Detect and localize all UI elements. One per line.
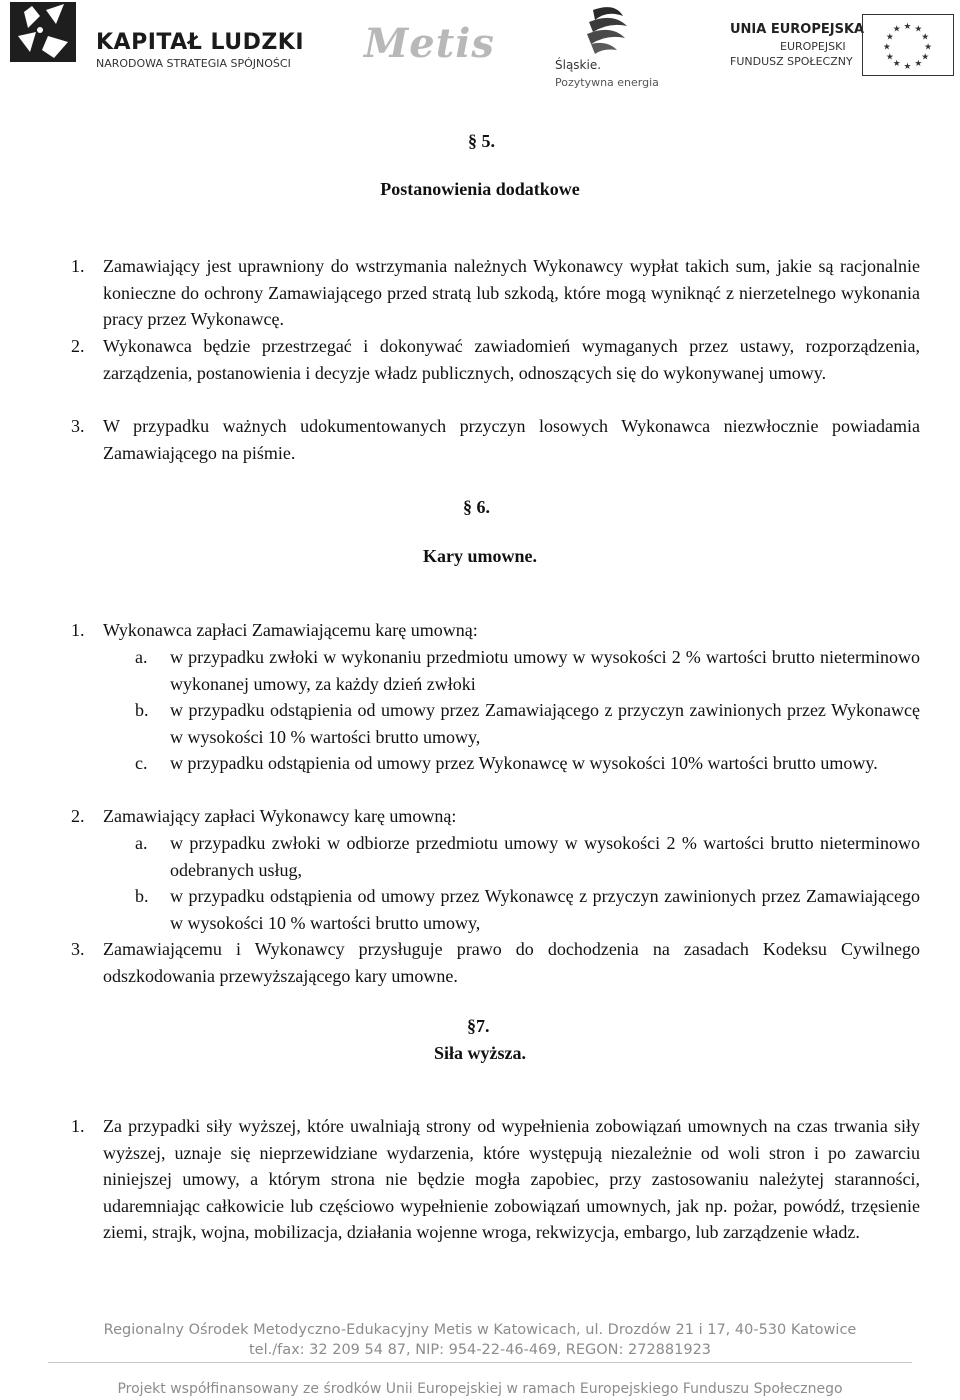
svg-text:★: ★ bbox=[892, 24, 901, 35]
slaskie-logo bbox=[555, 4, 665, 90]
item-text: Wykonawca będzie przestrzegać i dokonywać zawiadomień wymaganych przez ustawy, rozporządzenia, zarządzenia, postanowienia i decyzje władz publicznych, odnoszących się do wykonywanej umowy. bbox=[103, 336, 920, 383]
svg-text:★: ★ bbox=[892, 59, 901, 70]
section-6-item-2-a bbox=[135, 830, 920, 883]
footer-address: Regionalny Ośrodek Metodyczno-Edukacyjny Metis w Katowicach, ul. Drozdów 21 i 17, 40-530 Katowice bbox=[103, 1322, 857, 1338]
svg-text:★: ★ bbox=[882, 42, 891, 53]
slaskie-swirl-icon bbox=[555, 4, 665, 56]
svg-text:★: ★ bbox=[924, 42, 933, 53]
item-number: 1. bbox=[71, 256, 85, 276]
subitem-letter: a. bbox=[135, 647, 148, 667]
subitem-text: w przypadku zwłoki w odbiorze przedmiotu umowy w wysokości 2 % wartości brutto nieterminowo odebranych usług, bbox=[170, 833, 920, 880]
kapital-ludzki-subtitle: NARODOWA STRATEGIA SPÓJNOŚCI bbox=[96, 57, 291, 70]
section-6-item-1-b bbox=[135, 697, 920, 750]
svg-text:★: ★ bbox=[885, 32, 894, 43]
eu-line2: EUROPEJSKI bbox=[780, 40, 846, 53]
subitem-letter: c. bbox=[135, 753, 148, 773]
item-number: 1. bbox=[71, 1116, 85, 1136]
kapital-ludzki-emblem-icon bbox=[10, 2, 76, 62]
section-7-number: §7. bbox=[467, 1016, 490, 1036]
item-text: Za przypadki siły wyższej, które uwalniają strony od wypełnienia zobowiązań umownych na czas trwania siły wyższej, uznaje się nieprzewidziane wydarzenia, które występują niezależnie od woli stron i po zawarciu niniejszej umowy, a którym strona nie będzie mogła zapobiec, przy zastosowaniu należytej staranności, udaremniając całkowicie lub częściowo wypełnienie zobowiązań umownych, jak np. pożar, powódź, trzęsienie ziemi, strajk, wojna, mobilizacja, działania wojenne wroga, rekwizycja, embargo, lub zarządzenie władz. bbox=[103, 1116, 920, 1242]
section-6-item-1-c bbox=[135, 750, 920, 777]
section-6-item-1 bbox=[71, 617, 920, 644]
footer-contact: tel./fax: 32 209 54 87, NIP: 954-22-46-469, REGON: 272881923 bbox=[248, 1342, 712, 1358]
eu-line1: UNIA EUROPEJSKA bbox=[730, 22, 865, 37]
section-6-item-3 bbox=[71, 936, 920, 989]
section-5-item-1 bbox=[71, 253, 920, 333]
subitem-text: w przypadku zwłoki w wykonaniu przedmiotu umowy w wysokości 2 % wartości brutto nieterminowo wykonanej umowy, za każdy dzień zwłoki bbox=[170, 647, 920, 694]
eu-flag-icon bbox=[862, 14, 954, 76]
section-6-item-2-b bbox=[135, 883, 920, 936]
section-6-number: § 6. bbox=[463, 497, 490, 517]
item-text: Zamawiający jest uprawniony do wstrzymania należnych Wykonawcy wypłat takich sum, jakie są racjonalnie konieczne do ochrony Zamawiającego przed stratą lub szkodą, które mogą wyniknąć z nierzetelnego wykonania pracy przez Wykonawcę. bbox=[103, 256, 920, 329]
eu-logo bbox=[730, 14, 955, 84]
subitem-text: w przypadku odstąpienia od umowy przez Wykonawcę z przyczyn zawinionych przez Zamawiającego w wysokości 10 % wartości brutto umowy, bbox=[170, 886, 920, 933]
section-6-title: Kary umowne. bbox=[423, 546, 537, 566]
subitem-letter: b. bbox=[135, 886, 149, 906]
item-text: Zamawiającemu i Wykonawcy przysługuje prawo do dochodzenia na zasadach Kodeksu Cywilnego odszkodowania przewyższającego kary umowne. bbox=[103, 939, 920, 986]
item-number: 2. bbox=[71, 336, 85, 356]
subitem-text: w przypadku odstąpienia od umowy przez Wykonawcę w wysokości 10% wartości brutto umowy. bbox=[170, 753, 878, 773]
item-number: 3. bbox=[71, 939, 85, 959]
item-number: 1. bbox=[71, 620, 85, 640]
kapital-ludzki-title: KAPITAŁ LUDZKI bbox=[96, 30, 305, 55]
svg-text:★: ★ bbox=[885, 52, 894, 63]
metis-logo-text: Metis bbox=[364, 20, 495, 67]
svg-text:★: ★ bbox=[914, 59, 923, 70]
section-5-number: § 5. bbox=[468, 131, 495, 151]
kapital-ludzki-logo bbox=[10, 2, 305, 72]
item-number: 3. bbox=[71, 416, 85, 436]
item-number: 2. bbox=[71, 806, 85, 826]
slaskie-name: Śląskie. bbox=[555, 58, 602, 72]
item-text: Zamawiający zapłaci Wykonawcy karę umowną: bbox=[103, 806, 457, 826]
metis-logo bbox=[360, 18, 495, 73]
subitem-letter: a. bbox=[135, 833, 148, 853]
svg-text:★: ★ bbox=[921, 32, 930, 43]
section-5-title: Postanowienia dodatkowe bbox=[380, 179, 580, 199]
subitem-letter: b. bbox=[135, 700, 149, 720]
section-6-item-1-a bbox=[135, 644, 920, 697]
footer-cofinancing: Projekt współfinansowany ze środków Unii Europejskiej w ramach Europejskiego Funduszu Społecznego bbox=[117, 1381, 843, 1397]
item-text: Wykonawca zapłaci Zamawiającemu karę umowną: bbox=[103, 620, 478, 640]
header-logos bbox=[0, 0, 960, 100]
svg-text:★: ★ bbox=[914, 24, 923, 35]
section-7-item-1 bbox=[71, 1113, 920, 1246]
section-6-item-2 bbox=[71, 803, 920, 830]
section-7-title: Siła wyższa. bbox=[434, 1043, 526, 1063]
subitem-text: w przypadku odstąpienia od umowy przez Zamawiającego z przyczyn zawinionych przez Wykonawcę w wysokości 10 % wartości brutto umowy, bbox=[170, 700, 920, 747]
eu-line3: FUNDUSZ SPOŁECZNY bbox=[730, 55, 853, 68]
section-5-item-2 bbox=[71, 333, 920, 386]
svg-text:★: ★ bbox=[921, 52, 930, 63]
svg-text:★: ★ bbox=[903, 21, 912, 32]
section-5-item-3 bbox=[71, 413, 920, 466]
item-text: W przypadku ważnych udokumentowanych przyczyn losowych Wykonawca niezwłocznie powiadamia Zamawiającego na piśmie. bbox=[103, 416, 920, 463]
svg-text:★: ★ bbox=[903, 62, 912, 73]
footer-divider bbox=[48, 1362, 912, 1363]
slaskie-tagline: Pozytywna energia bbox=[555, 76, 659, 89]
